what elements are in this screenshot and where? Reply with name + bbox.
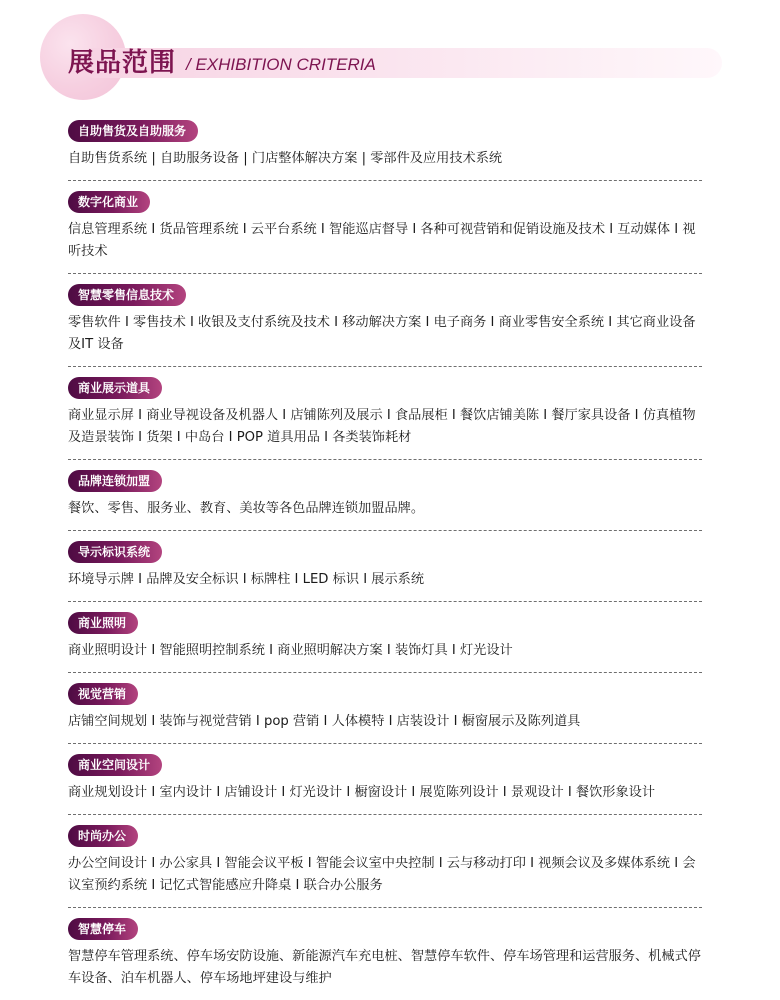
category-tag: 数字化商业 (68, 191, 150, 213)
category-tag: 商业照明 (68, 612, 138, 634)
category-tag: 自助售货及自助服务 (68, 120, 198, 142)
criteria-section (68, 541, 702, 602)
category-items: 信息管理系统 I 货品管理系统 I 云平台系统 I 智能巡店督导 I 各种可视营销和促销设施及技术 I 互动媒体 I 视听技术 (68, 222, 696, 259)
category-tag: 商业展示道具 (68, 377, 162, 399)
category-items: 办公空间设计 I 办公家具 I 智能会议平板 I 智能会议室中央控制 I 云与移动打印 I 视频会议及多媒体系统 I 会议室预约系统 I 记忆式智能感应升降桌 I 联合办公服务 (68, 856, 696, 893)
category-items: 零售软件 I 零售技术 I 收银及支付系统及技术 I 移动解决方案 I 电子商务 I 商业零售安全系统 I 其它商业设备及IT 设备 (68, 315, 696, 352)
category-tag: 导示标识系统 (68, 541, 162, 563)
criteria-list (68, 120, 702, 1000)
criteria-section (68, 191, 702, 274)
category-tag: 品牌连锁加盟 (68, 470, 162, 492)
category-items: 自助售货系统 | 自助服务设备 | 门店整体解决方案 | 零部件及应用技术系统 (68, 151, 503, 166)
criteria-section (68, 918, 702, 1000)
criteria-section (68, 470, 702, 531)
category-items: 商业显示屏 I 商业导视设备及机器人 I 店铺陈列及展示 I 食品展柜 I 餐饮店铺美陈 I 餐厅家具设备 I 仿真植物及造景装饰 I 货架 I 中岛台 I POP 道具用品 I 各类装饰耗材 (68, 408, 696, 445)
category-tag: 视觉营销 (68, 683, 138, 705)
criteria-section (68, 612, 702, 673)
category-items: 智慧停车管理系统、停车场安防设施、新能源汽车充电桩、智慧停车软件、停车场管理和运营服务、机械式停车设备、泊车机器人、停车场地坪建设与维护 (68, 949, 701, 986)
criteria-section (68, 284, 702, 367)
page-title: 展品范围 (68, 48, 177, 78)
category-tag: 智慧零售信息技术 (68, 284, 186, 306)
page-header (0, 0, 780, 110)
criteria-section (68, 683, 702, 744)
criteria-section (68, 120, 702, 181)
category-items: 商业照明设计 I 智能照明控制系统 I 商业照明解决方案 I 装饰灯具 I 灯光设计 (68, 643, 513, 658)
page-subtitle: / EXHIBITION CRITERIA (186, 55, 376, 74)
criteria-section (68, 377, 702, 460)
criteria-section (68, 754, 702, 815)
category-tag: 智慧停车 (68, 918, 138, 940)
category-tag: 时尚办公 (68, 825, 138, 847)
category-items: 店铺空间规划 I 装饰与视觉营销 I pop 营销 I 人体模特 I 店装设计 I 橱窗展示及陈列道具 (68, 714, 581, 729)
category-items: 餐饮、零售、服务业、教育、美妆等各色品牌连锁加盟品牌。 (68, 501, 425, 516)
header-bar-decoration (80, 48, 722, 78)
category-items: 商业规划设计 I 室内设计 I 店铺设计 I 灯光设计 I 橱窗设计 I 展览陈列设计 I 景观设计 I 餐饮形象设计 (68, 785, 656, 800)
category-tag: 商业空间设计 (68, 754, 162, 776)
criteria-section (68, 825, 702, 908)
category-items: 环境导示牌 I 品牌及安全标识 I 标牌柱 I LED 标识 I 展示系统 (68, 572, 425, 587)
